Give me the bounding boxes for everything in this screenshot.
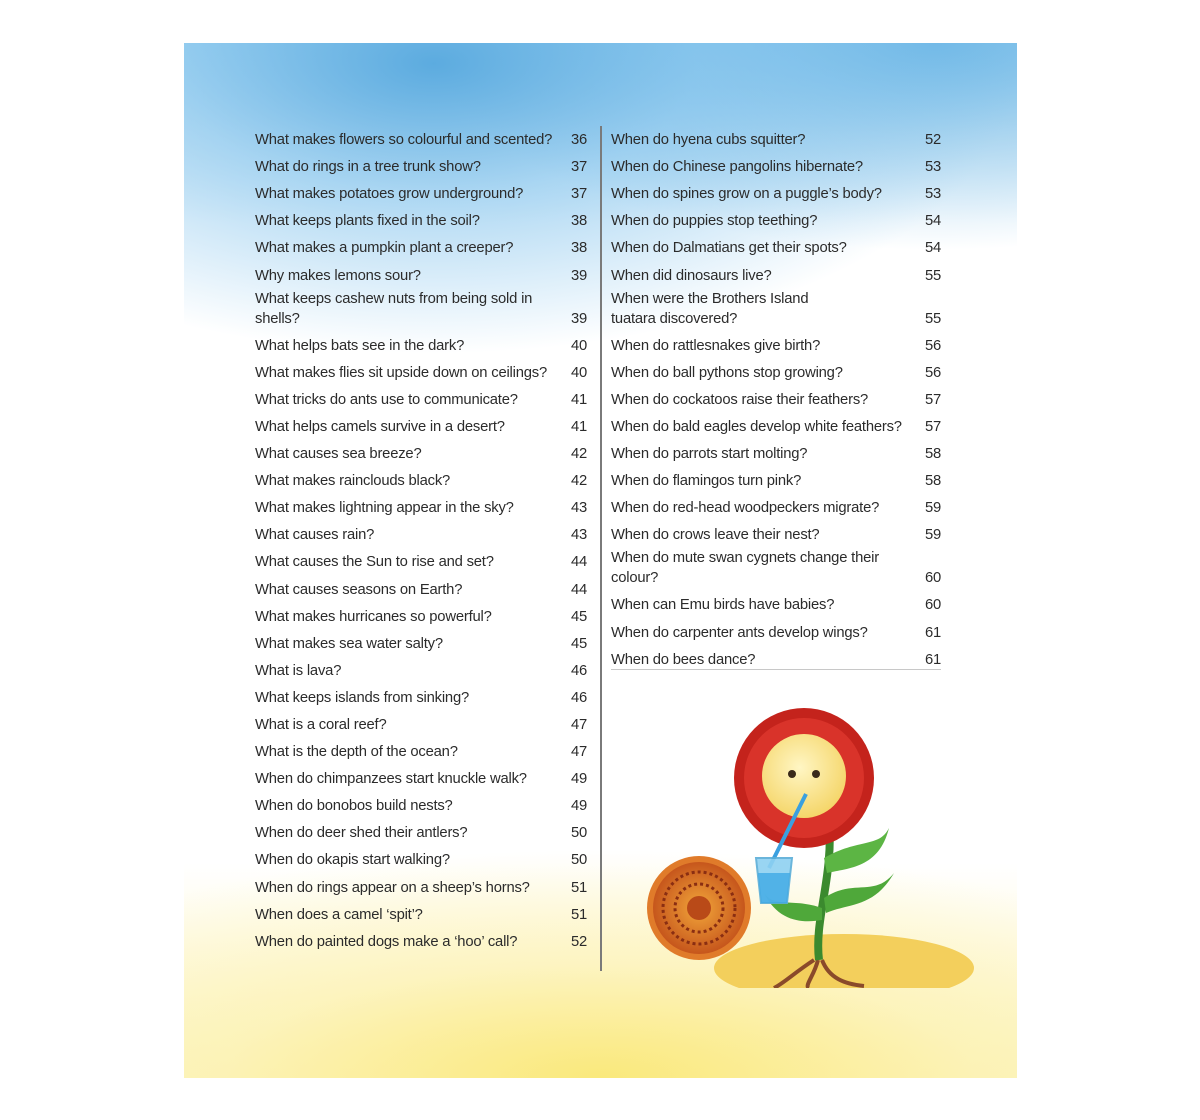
toc-page-number: 47 [570,744,587,761]
toc-page-number: 40 [570,337,587,354]
right-toc-entry [611,207,941,234]
left-toc-entry [255,901,587,928]
right-toc-entry [611,261,941,288]
left-toc-entry [255,153,587,180]
toc-page-number: 40 [570,364,587,381]
toc-page-number: 57 [924,418,941,435]
toc-page-number: 46 [570,662,587,679]
column-divider [600,126,602,971]
toc-page-number: 44 [570,554,587,571]
left-toc-entry [255,207,587,234]
toc-page-number: 61 [924,651,941,668]
toc-page-number: 38 [570,240,587,257]
right-toc-entry [611,494,941,521]
toc-page-number: 51 [570,906,587,923]
toc-page-number: 43 [570,527,587,544]
left-toc-entry [255,126,587,153]
left-toc-entry [255,873,587,900]
toc-page-number: 61 [924,624,941,641]
toc-question: Why makes lemons sour? [255,267,421,284]
toc-page-number: 53 [924,186,941,203]
toc-page-number: 60 [924,597,941,614]
toc-question: What makes potatoes grow underground? [255,186,524,203]
toc-page-number: 56 [924,364,941,381]
toc-question: What tricks do ants use to communicate? [255,391,518,408]
toc-question: When do painted dogs make a ‘hoo’ call? [255,933,518,950]
left-toc-entry [255,494,587,521]
toc-question: What causes seasons on Earth? [255,581,463,598]
right-toc-entry [611,180,941,207]
toc-question: When do bees dance? [611,651,756,668]
right-toc-entry [611,591,941,618]
left-toc-entry [255,846,587,873]
toc-question: When do rings appear on a sheep’s horns? [255,879,530,896]
toc-question: When do red-head woodpeckers migrate? [611,500,880,517]
sunflower-disc [647,856,751,960]
toc-page-number: 49 [570,798,587,815]
flower-face [762,734,846,818]
right-toc-entry [611,548,941,591]
toc-question: When do crows leave their nest? [611,527,820,544]
right-toc-entry [611,153,941,180]
left-toc-entry [255,684,587,711]
left-toc-entry [255,657,587,684]
contents-right-column [611,126,941,673]
toc-question: What keeps plants fixed in the soil? [255,213,480,230]
toc-page-number: 60 [924,570,941,587]
toc-page-number: 39 [570,310,587,327]
left-toc-entry [255,180,587,207]
toc-question: What causes the Sun to rise and set? [255,554,494,571]
toc-page-number: 42 [570,473,587,490]
left-toc-entry [255,261,587,288]
toc-question: What is a coral reef? [255,716,387,733]
toc-page-number: 36 [570,132,587,149]
left-toc-entry [255,548,587,575]
toc-page-number: 41 [570,391,587,408]
toc-question: When do mute swan cygnets change their colour? [611,550,879,587]
right-toc-entry [611,126,941,153]
toc-question: When can Emu birds have babies? [611,597,835,614]
right-toc-entry [611,467,941,494]
left-toc-entry [255,289,587,332]
right-toc-entry [611,440,941,467]
toc-question: When do bonobos build nests? [255,798,453,815]
toc-page-number: 44 [570,581,587,598]
left-toc-entry [255,467,587,494]
toc-question: What makes flies sit upside down on ceilings? [255,364,548,381]
toc-page-number: 54 [924,240,941,257]
toc-question: When do flamingos turn pink? [611,473,802,490]
toc-question: When do rattlesnakes give birth? [611,337,821,354]
right-toc-entry [611,413,941,440]
toc-page-number: 57 [924,391,941,408]
toc-question: When were the Brothers Island tuatara discovered? [611,290,809,327]
toc-question: What causes sea breeze? [255,446,422,463]
contents-page [184,43,1017,1078]
toc-question: When do cockatoos raise their feathers? [611,391,869,408]
eye-left [788,770,796,778]
left-toc-entry [255,575,587,602]
left-toc-entry [255,521,587,548]
right-toc-entry [611,521,941,548]
toc-page-number: 58 [924,473,941,490]
toc-page-number: 38 [570,213,587,230]
toc-question: What is the depth of the ocean? [255,744,458,761]
left-toc-entry [255,738,587,765]
toc-page-number: 59 [924,527,941,544]
toc-question: What makes sea water salty? [255,635,443,652]
toc-page-number: 58 [924,446,941,463]
toc-page-number: 45 [570,635,587,652]
toc-page-number: 52 [570,933,587,950]
toc-page-number: 50 [570,852,587,869]
toc-question: When do parrots start molting? [611,446,808,463]
flower-drinking-illustration [644,698,974,988]
toc-question: When do puppies stop teething? [611,213,818,230]
toc-question: What causes rain? [255,527,375,544]
eye-right [812,770,820,778]
toc-question: What do rings in a tree trunk show? [255,159,481,176]
right-toc-entry [611,332,941,359]
toc-page-number: 37 [570,159,587,176]
toc-page-number: 59 [924,500,941,517]
right-toc-entry [611,234,941,261]
toc-page-number: 55 [924,267,941,284]
toc-question: What makes a pumpkin plant a creeper? [255,240,514,257]
left-toc-entry [255,413,587,440]
toc-page-number: 49 [570,771,587,788]
water [758,873,790,903]
toc-question: When do hyena cubs squitter? [611,132,806,149]
left-toc-entry [255,603,587,630]
toc-page-number: 42 [570,446,587,463]
right-toc-entry [611,289,941,332]
toc-question: When do Chinese pangolins hibernate? [611,159,863,176]
toc-question: When do deer shed their antlers? [255,825,468,842]
toc-question: When do Dalmatians get their spots? [611,240,847,257]
left-toc-entry [255,359,587,386]
toc-question: When do spines grow on a puggle’s body? [611,186,882,203]
toc-page-number: 41 [570,418,587,435]
toc-question: What makes lightning appear in the sky? [255,500,514,517]
left-toc-entry [255,819,587,846]
left-toc-entry [255,711,587,738]
left-toc-entry [255,234,587,261]
left-toc-entry [255,765,587,792]
toc-question: When do carpenter ants develop wings? [611,624,868,641]
toc-question: What keeps cashew nuts from being sold in shells? [255,290,533,327]
right-toc-entry [611,618,941,645]
toc-question: What makes hurricanes so powerful? [255,608,492,625]
toc-page-number: 50 [570,825,587,842]
leaf-right [824,873,894,913]
contents-left-column [255,126,587,955]
toc-question: What makes flowers so colourful and scented? [255,132,553,149]
toc-question: What helps camels survive in a desert? [255,418,505,435]
toc-question: What makes rainclouds black? [255,473,451,490]
toc-page-number: 47 [570,716,587,733]
toc-question: When do chimpanzees start knuckle walk? [255,771,527,788]
toc-page-number: 52 [924,132,941,149]
toc-page-number: 53 [924,159,941,176]
toc-question: When did dinosaurs live? [611,267,772,284]
right-toc-entry [611,359,941,386]
left-toc-entry [255,928,587,955]
toc-page-number: 39 [570,267,587,284]
toc-page-number: 56 [924,337,941,354]
toc-page-number: 43 [570,500,587,517]
toc-question: When do okapis start walking? [255,852,450,869]
toc-question: When do ball pythons stop growing? [611,364,843,381]
toc-question: When does a camel ‘spit’? [255,906,423,923]
toc-page-number: 46 [570,689,587,706]
toc-page-number: 51 [570,879,587,896]
toc-question: When do bald eagles develop white feathers? [611,418,902,435]
toc-question: What is lava? [255,662,342,679]
left-toc-entry [255,332,587,359]
toc-page-number: 45 [570,608,587,625]
toc-question: What keeps islands from sinking? [255,689,470,706]
toc-page-number: 37 [570,186,587,203]
toc-page-number: 55 [924,310,941,327]
toc-page-number: 54 [924,213,941,230]
left-toc-entry [255,630,587,657]
left-toc-entry [255,440,587,467]
toc-question: What helps bats see in the dark? [255,337,465,354]
left-toc-entry [255,792,587,819]
right-column-rule [611,669,941,670]
right-toc-entry [611,386,941,413]
left-toc-entry [255,386,587,413]
